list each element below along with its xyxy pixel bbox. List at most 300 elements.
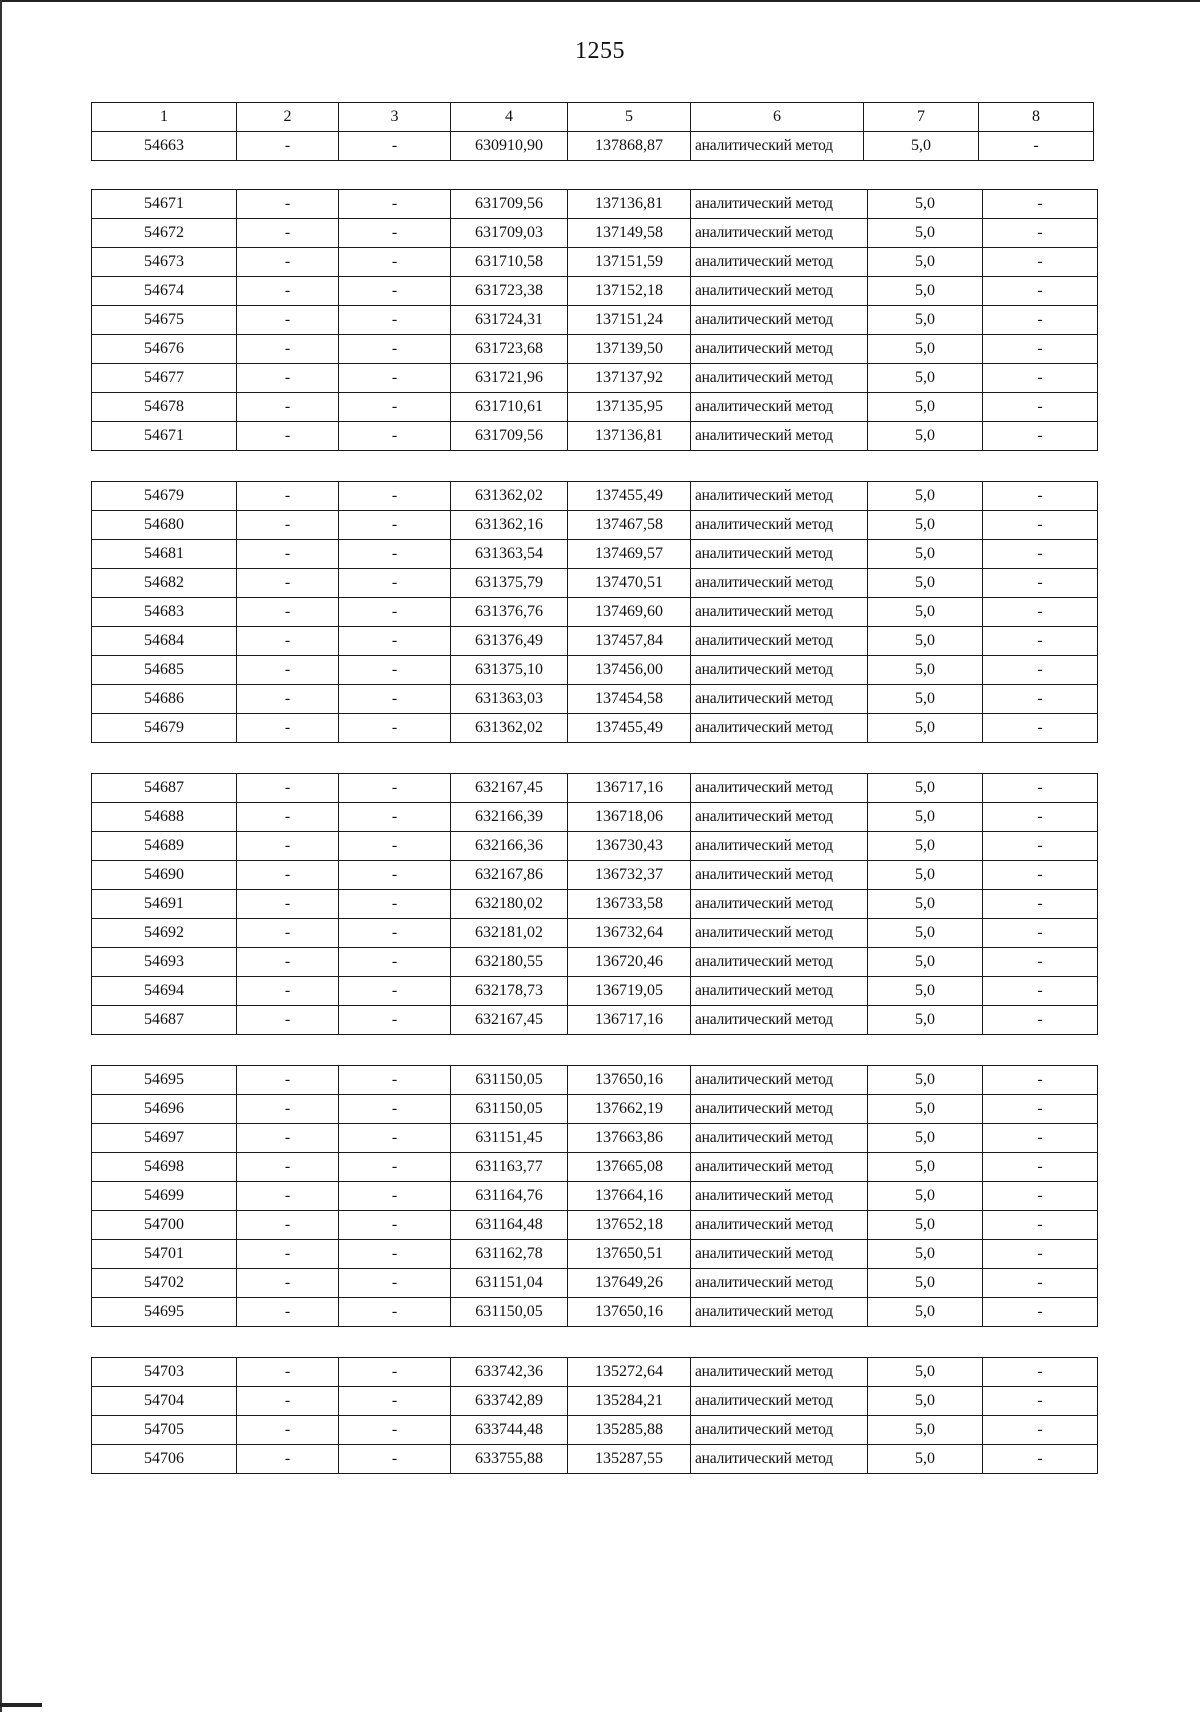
table-cell-col-1: 54671 xyxy=(92,190,237,219)
table-cell-col-7: 5,0 xyxy=(868,685,983,714)
table-cell-col-1: 54676 xyxy=(92,335,237,364)
table-cell-col-3: - xyxy=(339,132,451,161)
table-cell-col-8: - xyxy=(983,190,1098,219)
table-cell-col-2: - xyxy=(237,861,339,890)
table-row xyxy=(92,774,1098,803)
table-cell-col-6: аналитический метод xyxy=(691,1239,868,1268)
table-row xyxy=(92,627,1098,656)
table-cell-col-4: 631362,02 xyxy=(451,714,568,743)
table-cell-col-6: аналитический метод xyxy=(691,422,868,451)
table-cell-col-8: - xyxy=(983,977,1098,1006)
table-row xyxy=(92,714,1098,743)
table-cell-col-7: 5,0 xyxy=(868,569,983,598)
table-row xyxy=(92,248,1098,277)
table-cell-col-8: - xyxy=(983,1239,1098,1268)
table-row xyxy=(92,861,1098,890)
table-cell-col-2: - xyxy=(237,132,339,161)
table-cell-col-4: 631151,04 xyxy=(451,1268,568,1297)
table-cell-col-8: - xyxy=(983,627,1098,656)
table-cell-col-5: 136717,16 xyxy=(568,774,691,803)
table-cell-col-7: 5,0 xyxy=(868,890,983,919)
table-cell-col-4: 632166,36 xyxy=(451,832,568,861)
table-cell-col-5: 135287,55 xyxy=(568,1444,691,1473)
table-cell-col-2: - xyxy=(237,277,339,306)
table-cell-col-5: 136719,05 xyxy=(568,977,691,1006)
table-cell-col-5: 137455,49 xyxy=(568,482,691,511)
table-cell-col-1: 54693 xyxy=(92,948,237,977)
table-cell-col-6: аналитический метод xyxy=(691,948,868,977)
table-row xyxy=(92,919,1098,948)
table-cell-col-7: 5,0 xyxy=(868,977,983,1006)
table-cell-col-3: - xyxy=(339,1123,451,1152)
table-cell-col-1: 54705 xyxy=(92,1415,237,1444)
table-cell-col-7: 5,0 xyxy=(868,1297,983,1326)
table-cell-col-5: 136718,06 xyxy=(568,803,691,832)
table-cell-col-4: 631150,05 xyxy=(451,1094,568,1123)
table-header-row xyxy=(92,103,1094,132)
table-cell-col-1: 54694 xyxy=(92,977,237,1006)
table-cell-col-5: 135272,64 xyxy=(568,1357,691,1386)
table-cell-col-4: 631151,45 xyxy=(451,1123,568,1152)
table-cell-col-3: - xyxy=(339,1444,451,1473)
table-cell-col-6: аналитический метод xyxy=(691,1268,868,1297)
table-cell-col-3: - xyxy=(339,482,451,511)
table-cell-col-7: 5,0 xyxy=(868,948,983,977)
table-cell-col-1: 54672 xyxy=(92,219,237,248)
table-cell-col-7: 5,0 xyxy=(868,1210,983,1239)
table-cell-col-8: - xyxy=(983,1094,1098,1123)
table-cell-col-1: 54690 xyxy=(92,861,237,890)
table-cell-col-6: аналитический метод xyxy=(691,627,868,656)
table-cell-col-4: 632180,02 xyxy=(451,890,568,919)
column-header-2: 2 xyxy=(237,103,339,132)
table-cell-col-5: 137136,81 xyxy=(568,190,691,219)
table-cell-col-6: аналитический метод xyxy=(691,393,868,422)
table-cell-col-1: 54675 xyxy=(92,306,237,335)
table-cell-col-2: - xyxy=(237,393,339,422)
table-cell-col-6: аналитический метод xyxy=(691,248,868,277)
table-cell-col-3: - xyxy=(339,1152,451,1181)
table-cell-col-5: 137137,92 xyxy=(568,364,691,393)
table-cell-col-6: аналитический метод xyxy=(691,1065,868,1094)
table-cell-col-4: 632167,45 xyxy=(451,1006,568,1035)
table-cell-col-5: 136733,58 xyxy=(568,890,691,919)
table-row xyxy=(92,1297,1098,1326)
table-cell-col-3: - xyxy=(339,511,451,540)
table-cell-col-6: аналитический метод xyxy=(691,540,868,569)
table-cell-col-3: - xyxy=(339,977,451,1006)
table-cell-col-4: 631710,58 xyxy=(451,248,568,277)
table-cell-col-3: - xyxy=(339,540,451,569)
table-row xyxy=(92,335,1098,364)
table-cell-col-4: 632166,39 xyxy=(451,803,568,832)
table-row xyxy=(92,1065,1098,1094)
table-cell-col-7: 5,0 xyxy=(868,277,983,306)
table-cell-col-1: 54700 xyxy=(92,1210,237,1239)
table-row xyxy=(92,482,1098,511)
table-cell-col-4: 631723,38 xyxy=(451,277,568,306)
table-cell-col-3: - xyxy=(339,1297,451,1326)
table-cell-col-7: 5,0 xyxy=(868,1415,983,1444)
table-cell-col-8: - xyxy=(983,890,1098,919)
table-cell-col-8: - xyxy=(983,248,1098,277)
table-cell-col-3: - xyxy=(339,1094,451,1123)
table-cell-col-2: - xyxy=(237,482,339,511)
table-cell-col-6: аналитический метод xyxy=(691,685,868,714)
table-cell-col-5: 136732,64 xyxy=(568,919,691,948)
table-cell-col-8: - xyxy=(983,1268,1098,1297)
table-cell-col-1: 54702 xyxy=(92,1268,237,1297)
table-cell-col-4: 631709,56 xyxy=(451,190,568,219)
table-cell-col-3: - xyxy=(339,1268,451,1297)
table-cell-col-2: - xyxy=(237,919,339,948)
table-cell-col-1: 54687 xyxy=(92,1006,237,1035)
table-cell-col-2: - xyxy=(237,832,339,861)
table-cell-col-1: 54703 xyxy=(92,1357,237,1386)
table-cell-col-3: - xyxy=(339,393,451,422)
table-cell-col-1: 54696 xyxy=(92,1094,237,1123)
table-cell-col-7: 5,0 xyxy=(868,1444,983,1473)
table-row xyxy=(92,1006,1098,1035)
table-cell-col-4: 631376,49 xyxy=(451,627,568,656)
table-cell-col-4: 631164,76 xyxy=(451,1181,568,1210)
table-cell-col-4: 631363,03 xyxy=(451,685,568,714)
table-row xyxy=(92,1415,1098,1444)
table-cell-col-5: 137650,16 xyxy=(568,1065,691,1094)
table-cell-col-3: - xyxy=(339,335,451,364)
table-cell-col-8: - xyxy=(983,277,1098,306)
column-header-3: 3 xyxy=(339,103,451,132)
table-cell-col-7: 5,0 xyxy=(868,422,983,451)
table-cell-col-2: - xyxy=(237,1094,339,1123)
table-cell-col-4: 632181,02 xyxy=(451,919,568,948)
table-cell-col-6: аналитический метод xyxy=(691,832,868,861)
table-row xyxy=(92,364,1098,393)
table-cell-col-1: 54686 xyxy=(92,685,237,714)
table-cell-col-4: 631376,76 xyxy=(451,598,568,627)
table-cell-col-6: аналитический метод xyxy=(691,1386,868,1415)
table-cell-col-1: 54687 xyxy=(92,774,237,803)
table-cell-col-5: 137650,16 xyxy=(568,1297,691,1326)
table-cell-col-2: - xyxy=(237,540,339,569)
table-cell-col-8: - xyxy=(983,1210,1098,1239)
table-cell-col-7: 5,0 xyxy=(868,919,983,948)
table-cell-col-2: - xyxy=(237,1006,339,1035)
table-cell-col-8: - xyxy=(983,656,1098,685)
column-header-6: 6 xyxy=(691,103,864,132)
table-cell-col-2: - xyxy=(237,1444,339,1473)
table-cell-col-8: - xyxy=(983,685,1098,714)
table-cell-col-6: аналитический метод xyxy=(691,1210,868,1239)
table-cell-col-1: 54680 xyxy=(92,511,237,540)
table-cell-col-1: 54698 xyxy=(92,1152,237,1181)
table-cell-col-8: - xyxy=(983,393,1098,422)
column-header-1: 1 xyxy=(92,103,237,132)
table-cell-col-6: аналитический метод xyxy=(691,1152,868,1181)
table-cell-col-5: 135284,21 xyxy=(568,1386,691,1415)
table-cell-col-7: 5,0 xyxy=(868,598,983,627)
table-cell-col-3: - xyxy=(339,219,451,248)
table-row xyxy=(92,1386,1098,1415)
table-cell-col-3: - xyxy=(339,656,451,685)
table-cell-col-1: 54695 xyxy=(92,1297,237,1326)
table-cell-col-4: 632167,86 xyxy=(451,861,568,890)
table-cell-col-6: аналитический метод xyxy=(691,132,864,161)
table-cell-col-2: - xyxy=(237,714,339,743)
table-cell-col-2: - xyxy=(237,248,339,277)
table-cell-col-2: - xyxy=(237,364,339,393)
table-row xyxy=(92,803,1098,832)
coordinates-table-block xyxy=(91,1065,1098,1327)
table-cell-col-3: - xyxy=(339,685,451,714)
table-cell-col-5: 137151,24 xyxy=(568,306,691,335)
table-cell-col-7: 5,0 xyxy=(868,1357,983,1386)
table-cell-col-2: - xyxy=(237,948,339,977)
table-cell-col-4: 632180,55 xyxy=(451,948,568,977)
table-cell-col-5: 137652,18 xyxy=(568,1210,691,1239)
table-cell-col-8: - xyxy=(983,598,1098,627)
coordinates-table-block xyxy=(91,189,1098,451)
table-cell-col-4: 631375,79 xyxy=(451,569,568,598)
table-cell-col-7: 5,0 xyxy=(868,1268,983,1297)
table-cell-col-7: 5,0 xyxy=(868,1152,983,1181)
table-cell-col-4: 633742,89 xyxy=(451,1386,568,1415)
table-cell-col-7: 5,0 xyxy=(868,861,983,890)
table-cell-col-8: - xyxy=(983,948,1098,977)
table-row xyxy=(92,977,1098,1006)
table-cell-col-8: - xyxy=(983,1181,1098,1210)
table-cell-col-5: 137665,08 xyxy=(568,1152,691,1181)
table-cell-col-8: - xyxy=(983,861,1098,890)
table-cell-col-5: 137650,51 xyxy=(568,1239,691,1268)
table-cell-col-8: - xyxy=(983,714,1098,743)
table-cell-col-8: - xyxy=(983,1006,1098,1035)
table-cell-col-7: 5,0 xyxy=(868,832,983,861)
table-cell-col-3: - xyxy=(339,1065,451,1094)
table-cell-col-4: 631362,02 xyxy=(451,482,568,511)
column-header-5: 5 xyxy=(568,103,691,132)
table-cell-col-1: 54691 xyxy=(92,890,237,919)
table-cell-col-5: 137467,58 xyxy=(568,511,691,540)
table-cell-col-6: аналитический метод xyxy=(691,1181,868,1210)
table-cell-col-3: - xyxy=(339,364,451,393)
table-row xyxy=(92,306,1098,335)
table-cell-col-1: 54671 xyxy=(92,422,237,451)
table-cell-col-3: - xyxy=(339,598,451,627)
table-row xyxy=(92,1268,1098,1297)
table-cell-col-1: 54673 xyxy=(92,248,237,277)
table-cell-col-8: - xyxy=(983,1386,1098,1415)
table-cell-col-1: 54706 xyxy=(92,1444,237,1473)
table-cell-col-8: - xyxy=(983,306,1098,335)
table-cell-col-7: 5,0 xyxy=(868,1006,983,1035)
table-cell-col-4: 631150,05 xyxy=(451,1297,568,1326)
page-number: 1255 xyxy=(575,38,625,64)
table-cell-col-1: 54674 xyxy=(92,277,237,306)
table-cell-col-8: - xyxy=(983,364,1098,393)
table-cell-col-5: 137151,59 xyxy=(568,248,691,277)
table-cell-col-4: 631363,54 xyxy=(451,540,568,569)
table-cell-col-2: - xyxy=(237,685,339,714)
table-cell-col-2: - xyxy=(237,1357,339,1386)
table-cell-col-7: 5,0 xyxy=(868,1239,983,1268)
table-cell-col-5: 137136,81 xyxy=(568,422,691,451)
table-cell-col-6: аналитический метод xyxy=(691,1357,868,1386)
table-cell-col-8: - xyxy=(983,511,1098,540)
coordinates-table-block xyxy=(91,102,1094,161)
column-header-4: 4 xyxy=(451,103,568,132)
table-cell-col-2: - xyxy=(237,627,339,656)
table-cell-col-1: 54681 xyxy=(92,540,237,569)
table-cell-col-1: 54697 xyxy=(92,1123,237,1152)
table-cell-col-8: - xyxy=(983,832,1098,861)
table-cell-col-2: - xyxy=(237,977,339,1006)
table-cell-col-7: 5,0 xyxy=(868,1094,983,1123)
table-cell-col-2: - xyxy=(237,1152,339,1181)
table-row xyxy=(92,540,1098,569)
table-cell-col-6: аналитический метод xyxy=(691,919,868,948)
table-cell-col-4: 633755,88 xyxy=(451,1444,568,1473)
table-cell-col-7: 5,0 xyxy=(868,540,983,569)
table-cell-col-7: 5,0 xyxy=(868,774,983,803)
table-row xyxy=(92,569,1098,598)
table-cell-col-3: - xyxy=(339,1239,451,1268)
table-cell-col-2: - xyxy=(237,422,339,451)
table-cell-col-7: 5,0 xyxy=(868,219,983,248)
table-cell-col-8: - xyxy=(983,1297,1098,1326)
table-row xyxy=(92,393,1098,422)
table-cell-col-7: 5,0 xyxy=(868,627,983,656)
table-cell-col-3: - xyxy=(339,190,451,219)
table-cell-col-1: 54688 xyxy=(92,803,237,832)
table-cell-col-5: 137662,19 xyxy=(568,1094,691,1123)
table-cell-col-2: - xyxy=(237,335,339,364)
table-cell-col-2: - xyxy=(237,656,339,685)
table-cell-col-7: 5,0 xyxy=(868,1123,983,1152)
table-cell-col-5: 137868,87 xyxy=(568,132,691,161)
table-row xyxy=(92,948,1098,977)
table-cell-col-1: 54663 xyxy=(92,132,237,161)
table-cell-col-1: 54695 xyxy=(92,1065,237,1094)
table-cell-col-4: 631163,77 xyxy=(451,1152,568,1181)
table-cell-col-8: - xyxy=(983,540,1098,569)
table-cell-col-4: 630910,90 xyxy=(451,132,568,161)
table-cell-col-2: - xyxy=(237,598,339,627)
table-cell-col-5: 137135,95 xyxy=(568,393,691,422)
table-cell-col-4: 631724,31 xyxy=(451,306,568,335)
table-cell-col-7: 5,0 xyxy=(868,1181,983,1210)
table-cell-col-1: 54704 xyxy=(92,1386,237,1415)
table-cell-col-2: - xyxy=(237,190,339,219)
coordinates-table-block xyxy=(91,1357,1098,1474)
table-cell-col-2: - xyxy=(237,1210,339,1239)
table-row xyxy=(92,1094,1098,1123)
table-cell-col-4: 631709,56 xyxy=(451,422,568,451)
table-cell-col-3: - xyxy=(339,1386,451,1415)
table-cell-col-6: аналитический метод xyxy=(691,598,868,627)
table-cell-col-3: - xyxy=(339,422,451,451)
table-cell-col-6: аналитический метод xyxy=(691,569,868,598)
table-cell-col-1: 54677 xyxy=(92,364,237,393)
table-cell-col-4: 631709,03 xyxy=(451,219,568,248)
table-cell-col-1: 54689 xyxy=(92,832,237,861)
table-cell-col-6: аналитический метод xyxy=(691,277,868,306)
table-cell-col-4: 631150,05 xyxy=(451,1065,568,1094)
table-cell-col-7: 5,0 xyxy=(868,306,983,335)
table-cell-col-2: - xyxy=(237,219,339,248)
table-cell-col-3: - xyxy=(339,890,451,919)
table-cell-col-6: аналитический метод xyxy=(691,861,868,890)
table-cell-col-6: аналитический метод xyxy=(691,1444,868,1473)
table-row xyxy=(92,1123,1098,1152)
table-cell-col-7: 5,0 xyxy=(868,335,983,364)
table-cell-col-8: - xyxy=(983,335,1098,364)
table-row xyxy=(92,832,1098,861)
table-cell-col-4: 633744,48 xyxy=(451,1415,568,1444)
table-row xyxy=(92,219,1098,248)
table-cell-col-5: 137139,50 xyxy=(568,335,691,364)
table-cell-col-3: - xyxy=(339,248,451,277)
table-cell-col-8: - xyxy=(983,1415,1098,1444)
table-row xyxy=(92,656,1098,685)
table-cell-col-1: 54701 xyxy=(92,1239,237,1268)
table-cell-col-5: 137470,51 xyxy=(568,569,691,598)
table-cell-col-7: 5,0 xyxy=(868,1065,983,1094)
table-row xyxy=(92,422,1098,451)
table-cell-col-3: - xyxy=(339,919,451,948)
table-row xyxy=(92,1239,1098,1268)
table-cell-col-6: аналитический метод xyxy=(691,803,868,832)
table-cell-col-5: 135285,88 xyxy=(568,1415,691,1444)
table-cell-col-6: аналитический метод xyxy=(691,482,868,511)
table-cell-col-2: - xyxy=(237,774,339,803)
table-row xyxy=(92,1357,1098,1386)
table-cell-col-1: 54683 xyxy=(92,598,237,627)
table-cell-col-3: - xyxy=(339,1210,451,1239)
table-cell-col-2: - xyxy=(237,1415,339,1444)
table-cell-col-8: - xyxy=(979,132,1094,161)
table-row xyxy=(92,1181,1098,1210)
table-row xyxy=(92,1210,1098,1239)
column-header-7: 7 xyxy=(864,103,979,132)
table-cell-col-8: - xyxy=(983,803,1098,832)
table-cell-col-2: - xyxy=(237,1386,339,1415)
table-cell-col-1: 54679 xyxy=(92,482,237,511)
table-cell-col-3: - xyxy=(339,774,451,803)
scan-border-top xyxy=(0,0,1200,2)
table-cell-col-3: - xyxy=(339,1006,451,1035)
table-cell-col-1: 54684 xyxy=(92,627,237,656)
table-cell-col-6: аналитический метод xyxy=(691,335,868,364)
table-cell-col-7: 5,0 xyxy=(868,803,983,832)
table-row xyxy=(92,890,1098,919)
table-cell-col-4: 631375,10 xyxy=(451,656,568,685)
scan-border-left xyxy=(0,0,2,1712)
table-row xyxy=(92,277,1098,306)
table-cell-col-2: - xyxy=(237,1123,339,1152)
table-cell-col-3: - xyxy=(339,803,451,832)
table-cell-col-5: 137152,18 xyxy=(568,277,691,306)
table-cell-col-3: - xyxy=(339,832,451,861)
table-cell-col-4: 631723,68 xyxy=(451,335,568,364)
table-cell-col-7: 5,0 xyxy=(868,482,983,511)
table-cell-col-6: аналитический метод xyxy=(691,774,868,803)
table-cell-col-7: 5,0 xyxy=(868,656,983,685)
table-cell-col-2: - xyxy=(237,803,339,832)
table-cell-col-8: - xyxy=(983,482,1098,511)
table-cell-col-1: 54692 xyxy=(92,919,237,948)
table-cell-col-1: 54685 xyxy=(92,656,237,685)
